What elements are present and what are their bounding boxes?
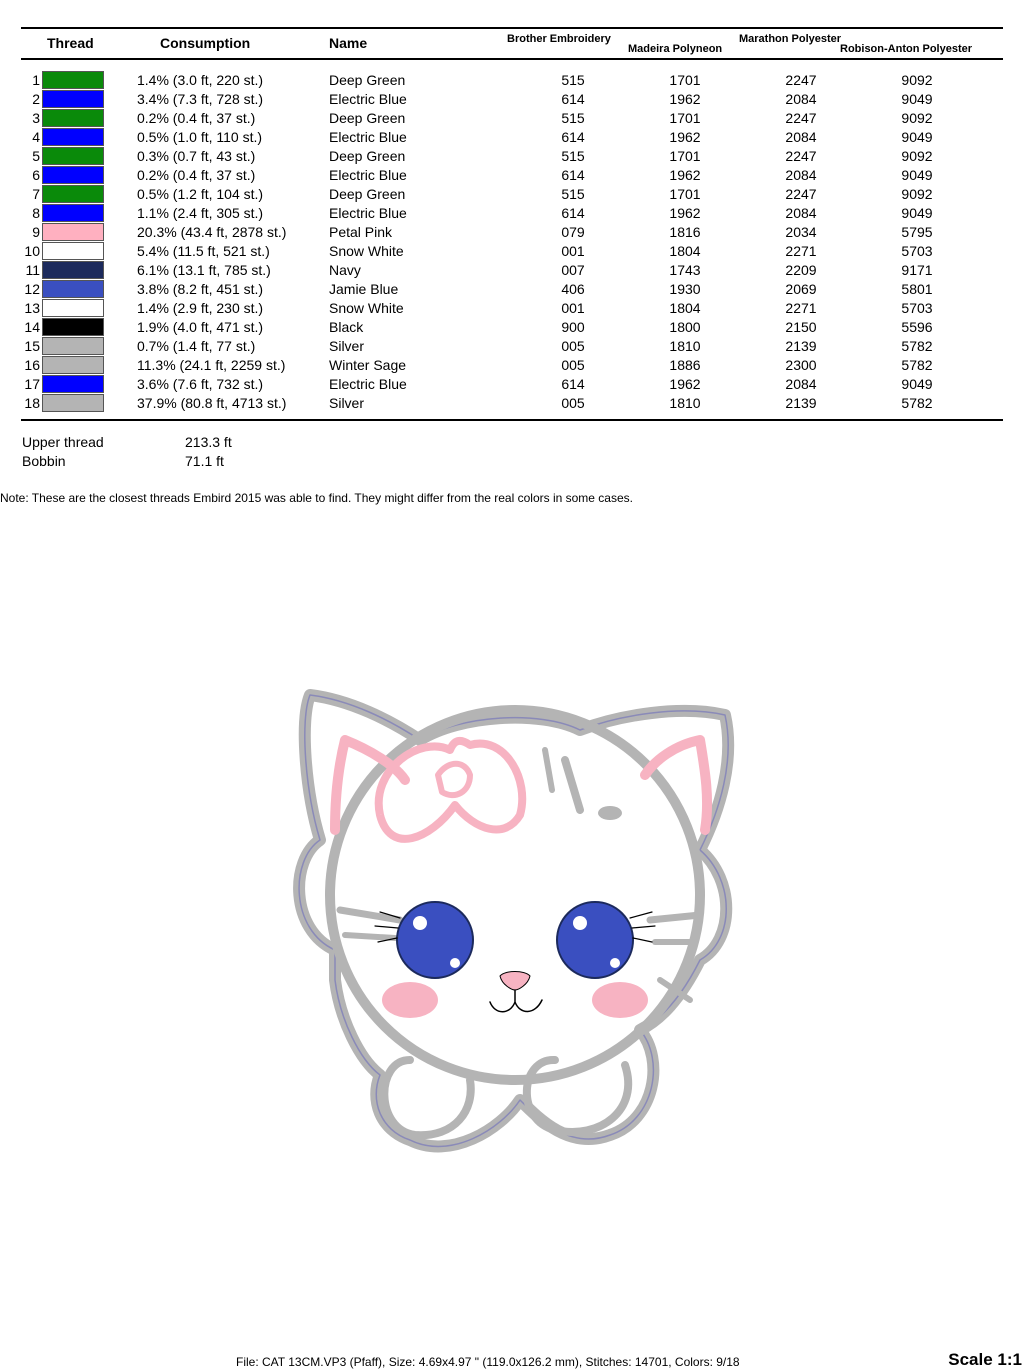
- marathon-code-cell: 2034: [785, 224, 817, 240]
- madeira-code-cell: 1804: [669, 243, 701, 259]
- thread-number: 14: [24, 319, 40, 335]
- color-swatch: [42, 375, 104, 393]
- madeira-code-cell: 1701: [669, 72, 701, 88]
- madeira-code-cell: 1962: [669, 205, 701, 221]
- thread-name-cell: Silver: [329, 338, 365, 354]
- color-swatch: [42, 356, 104, 374]
- color-swatch: [42, 185, 104, 203]
- consumption-cell: 0.2% (0.4 ft, 37 st.): [137, 167, 256, 183]
- madeira-code-cell: 1743: [669, 262, 701, 278]
- stripe: [650, 915, 700, 920]
- color-swatch: [42, 147, 104, 165]
- color-swatch: [42, 394, 104, 412]
- robison-code-cell: 5703: [901, 243, 933, 259]
- left-cheek: [382, 982, 438, 1018]
- thread-row: [0, 375, 1024, 394]
- brother-code-cell: 900: [561, 319, 585, 335]
- madeira-code-cell: 1962: [669, 91, 701, 107]
- brother-code-cell: 079: [561, 224, 585, 240]
- color-swatch: [42, 223, 104, 241]
- thread-row: [0, 185, 1024, 204]
- consumption-cell: 1.1% (2.4 ft, 305 st.): [137, 205, 264, 221]
- consumption-cell: 0.5% (1.2 ft, 104 st.): [137, 186, 264, 202]
- color-swatch: [42, 318, 104, 336]
- marathon-code-cell: 2271: [785, 243, 817, 259]
- marathon-code-cell: 2209: [785, 262, 817, 278]
- thread-row: [0, 71, 1024, 90]
- thread-row: [0, 318, 1024, 337]
- madeira-code-cell: 1804: [669, 300, 701, 316]
- madeira-code-cell: 1962: [669, 167, 701, 183]
- consumption-cell: 6.1% (13.1 ft, 785 st.): [137, 262, 271, 278]
- bow: [379, 741, 523, 839]
- scale-label: Scale 1:1: [948, 1350, 1022, 1369]
- left-eye-highlight: [450, 958, 460, 968]
- header-marathon: Marathon Polyester: [739, 33, 842, 45]
- thread-number: 2: [32, 91, 40, 107]
- thread-row: [0, 299, 1024, 318]
- madeira-code-cell: 1701: [669, 148, 701, 164]
- thread-name-cell: Deep Green: [329, 186, 406, 202]
- header-robison: Robison-Anton Polyester: [840, 43, 973, 55]
- brother-code-cell: 515: [561, 186, 585, 202]
- brother-code-cell: 614: [561, 376, 585, 392]
- brother-code-cell: 005: [561, 338, 585, 354]
- robison-code-cell: 5801: [901, 281, 933, 297]
- bottom-rule: [21, 419, 1003, 421]
- robison-code-cell: 9092: [901, 148, 933, 164]
- upper-thread-value: 213.3 ft: [185, 434, 232, 450]
- robison-code-cell: 5596: [901, 319, 933, 335]
- thread-number: 6: [32, 167, 40, 183]
- color-swatch: [42, 204, 104, 222]
- robison-code-cell: 9092: [901, 72, 933, 88]
- thread-name-cell: Deep Green: [329, 148, 406, 164]
- thread-name-cell: Silver: [329, 395, 365, 411]
- thread-name-cell: Electric Blue: [329, 205, 407, 221]
- embroidery-design-preview: [280, 680, 750, 1180]
- brother-code-cell: 614: [561, 91, 585, 107]
- brother-code-cell: 005: [561, 357, 585, 373]
- thread-row: [0, 223, 1024, 242]
- consumption-cell: 37.9% (80.8 ft, 4713 st.): [137, 395, 287, 411]
- bobbin-value: 71.1 ft: [185, 453, 224, 469]
- consumption-cell: 3.8% (8.2 ft, 451 st.): [137, 281, 264, 297]
- stripe: [345, 935, 395, 938]
- marathon-code-cell: 2084: [785, 91, 817, 107]
- robison-code-cell: 9049: [901, 376, 933, 392]
- thread-number: 5: [32, 148, 40, 164]
- thread-name-cell: Deep Green: [329, 110, 406, 126]
- thread-number: 7: [32, 186, 40, 202]
- brother-code-cell: 515: [561, 72, 585, 88]
- color-swatch: [42, 128, 104, 146]
- color-swatch: [42, 261, 104, 279]
- madeira-code-cell: 1816: [669, 224, 701, 240]
- color-swatch: [42, 242, 104, 260]
- consumption-cell: 11.3% (24.1 ft, 2259 st.): [137, 357, 286, 373]
- madeira-code-cell: 1930: [669, 281, 701, 297]
- marathon-code-cell: 2150: [785, 319, 817, 335]
- left-eye: [397, 902, 473, 978]
- brother-code-cell: 406: [561, 281, 585, 297]
- header-consumption: Consumption: [160, 35, 251, 51]
- madeira-code-cell: 1701: [669, 186, 701, 202]
- stripe: [545, 750, 552, 790]
- robison-code-cell: 9049: [901, 129, 933, 145]
- brother-code-cell: 005: [561, 395, 585, 411]
- robison-code-cell: 9092: [901, 110, 933, 126]
- consumption-cell: 1.4% (3.0 ft, 220 st.): [137, 72, 264, 88]
- top-rule: [21, 27, 1003, 29]
- consumption-cell: 1.9% (4.0 ft, 471 st.): [137, 319, 264, 335]
- color-swatch: [42, 71, 104, 89]
- consumption-cell: 1.4% (2.9 ft, 230 st.): [137, 300, 264, 316]
- marathon-code-cell: 2247: [785, 186, 817, 202]
- thread-row: [0, 394, 1024, 413]
- thread-number: 10: [24, 243, 40, 259]
- brother-code-cell: 614: [561, 129, 585, 145]
- left-eye-highlight: [413, 916, 427, 930]
- thread-row: [0, 147, 1024, 166]
- robison-code-cell: 5782: [901, 338, 933, 354]
- marathon-code-cell: 2139: [785, 395, 817, 411]
- thread-name-cell: Navy: [329, 262, 361, 278]
- marathon-code-cell: 2247: [785, 148, 817, 164]
- thread-note: Note: These are the closest threads Embird 2015 was able to find. They might differ from the real colors in some cases.: [0, 491, 633, 505]
- consumption-cell: 5.4% (11.5 ft, 521 st.): [137, 243, 270, 259]
- thread-number: 16: [24, 357, 40, 373]
- right-cheek: [592, 982, 648, 1018]
- thread-name-cell: Jamie Blue: [329, 281, 399, 297]
- thread-name-cell: Electric Blue: [329, 129, 407, 145]
- thread-row: [0, 337, 1024, 356]
- header-thread: Thread: [47, 35, 94, 51]
- thread-row: [0, 242, 1024, 261]
- brother-code-cell: 001: [561, 243, 585, 259]
- thread-row: [0, 204, 1024, 223]
- consumption-cell: 3.6% (7.6 ft, 732 st.): [137, 376, 264, 392]
- thread-number: 15: [24, 338, 40, 354]
- brother-code-cell: 614: [561, 205, 585, 221]
- brother-code-cell: 007: [561, 262, 585, 278]
- thread-name-cell: Black: [329, 319, 364, 335]
- thread-number: 12: [24, 281, 40, 297]
- thread-number: 18: [24, 395, 40, 411]
- robison-code-cell: 9049: [901, 91, 933, 107]
- nose: [500, 972, 530, 991]
- marathon-code-cell: 2084: [785, 129, 817, 145]
- thread-number: 9: [32, 224, 40, 240]
- marathon-code-cell: 2247: [785, 110, 817, 126]
- header-madeira: Madeira Polyneon: [628, 43, 723, 55]
- marathon-code-cell: 2084: [785, 167, 817, 183]
- thread-name-cell: Electric Blue: [329, 91, 407, 107]
- color-swatch: [42, 299, 104, 317]
- right-inner-ear: [645, 740, 707, 830]
- right-eye-highlight: [610, 958, 620, 968]
- thread-name-cell: Deep Green: [329, 72, 406, 88]
- consumption-cell: 0.2% (0.4 ft, 37 st.): [137, 110, 256, 126]
- robison-code-cell: 9049: [901, 167, 933, 183]
- header-name: Name: [329, 35, 368, 51]
- header-brother: Brother Embroidery: [507, 33, 611, 45]
- marathon-code-cell: 2139: [785, 338, 817, 354]
- brother-code-cell: 515: [561, 148, 585, 164]
- robison-code-cell: 5782: [901, 357, 933, 373]
- madeira-code-cell: 1810: [669, 338, 701, 354]
- file-info-footer: File: CAT 13CM.VP3 (Pfaff), Size: 4.69x4.97 " (119.0x126.2 mm), Stitches: 14701, Colors: 9/18: [236, 1355, 740, 1369]
- bow-knot: [438, 764, 470, 795]
- thread-number: 11: [25, 262, 40, 278]
- thread-name-cell: Winter Sage: [329, 357, 407, 373]
- thread-name-cell: Petal Pink: [329, 224, 393, 240]
- madeira-code-cell: 1962: [669, 376, 701, 392]
- robison-code-cell: 9092: [901, 186, 933, 202]
- bobbin-label: Bobbin: [22, 453, 66, 469]
- thread-row: [0, 261, 1024, 280]
- thread-row: [0, 166, 1024, 185]
- thread-name-cell: Snow White: [329, 300, 404, 316]
- robison-code-cell: 9171: [901, 262, 933, 278]
- thread-number: 13: [24, 300, 40, 316]
- thread-row: [0, 90, 1024, 109]
- thread-number: 8: [32, 205, 40, 221]
- marathon-code-cell: 2084: [785, 376, 817, 392]
- madeira-code-cell: 1886: [669, 357, 701, 373]
- thread-name-cell: Electric Blue: [329, 376, 407, 392]
- robison-code-cell: 5703: [901, 300, 933, 316]
- madeira-code-cell: 1810: [669, 395, 701, 411]
- thread-number: 17: [24, 376, 40, 392]
- thread-row: [0, 109, 1024, 128]
- robison-code-cell: 9049: [901, 205, 933, 221]
- color-swatch: [42, 166, 104, 184]
- right-eye-highlight: [573, 916, 587, 930]
- madeira-code-cell: 1800: [669, 319, 701, 335]
- header-rule: [21, 58, 1003, 60]
- consumption-cell: 0.3% (0.7 ft, 43 st.): [137, 148, 256, 164]
- color-swatch: [42, 280, 104, 298]
- marathon-code-cell: 2271: [785, 300, 817, 316]
- brother-code-cell: 515: [561, 110, 585, 126]
- thread-name-cell: Snow White: [329, 243, 404, 259]
- madeira-code-cell: 1701: [669, 110, 701, 126]
- consumption-cell: 20.3% (43.4 ft, 2878 st.): [137, 224, 287, 240]
- marathon-code-cell: 2069: [785, 281, 817, 297]
- color-swatch: [42, 109, 104, 127]
- marathon-code-cell: 2247: [785, 72, 817, 88]
- mouth: [490, 990, 542, 1012]
- forehead-spot: [598, 806, 622, 820]
- thread-number: 1: [32, 72, 40, 88]
- color-swatch: [42, 90, 104, 108]
- consumption-cell: 3.4% (7.3 ft, 728 st.): [137, 91, 264, 107]
- thread-table: [0, 71, 1024, 413]
- brother-code-cell: 001: [561, 300, 585, 316]
- marathon-code-cell: 2300: [785, 357, 817, 373]
- madeira-code-cell: 1962: [669, 129, 701, 145]
- marathon-code-cell: 2084: [785, 205, 817, 221]
- consumption-cell: 0.5% (1.0 ft, 110 st.): [137, 129, 263, 145]
- right-eye: [557, 902, 633, 978]
- thread-name-cell: Electric Blue: [329, 167, 407, 183]
- stripe: [565, 760, 580, 810]
- thread-number: 4: [32, 129, 40, 145]
- consumption-cell: 0.7% (1.4 ft, 77 st.): [137, 338, 256, 354]
- thread-row: [0, 356, 1024, 375]
- thread-number: 3: [32, 110, 40, 126]
- robison-code-cell: 5795: [901, 224, 933, 240]
- thread-row: [0, 280, 1024, 299]
- brother-code-cell: 614: [561, 167, 585, 183]
- robison-code-cell: 5782: [901, 395, 933, 411]
- thread-row: [0, 128, 1024, 147]
- upper-thread-label: Upper thread: [22, 434, 104, 450]
- color-swatch: [42, 337, 104, 355]
